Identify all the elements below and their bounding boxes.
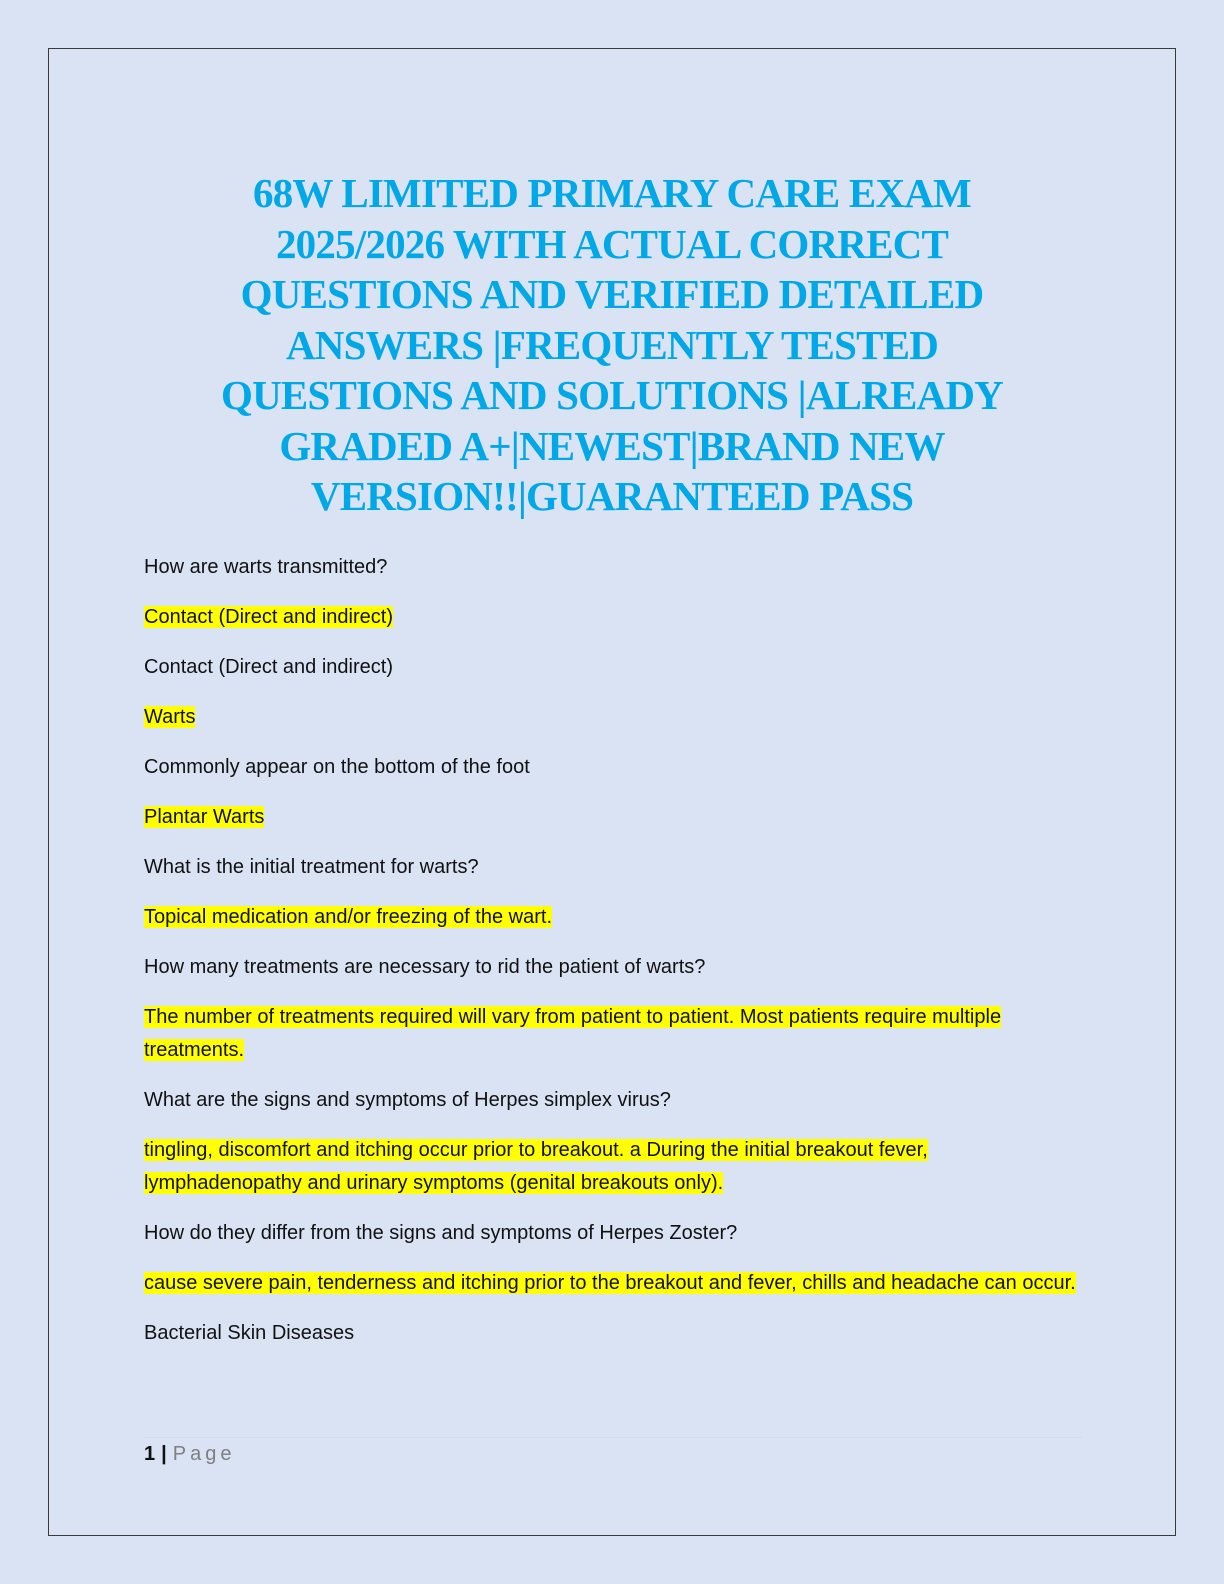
highlighted-answer-text: Plantar Warts bbox=[144, 806, 265, 828]
answer-paragraph bbox=[144, 1267, 1080, 1300]
question-paragraph bbox=[144, 1084, 1080, 1117]
highlighted-answer-text: Warts bbox=[144, 706, 196, 728]
page-footer bbox=[144, 1441, 235, 1467]
question-paragraph bbox=[144, 1217, 1080, 1250]
document-title: 68W LIMITED PRIMARY CARE EXAM 2025/2026 WITH ACTUAL CORRECT QUESTIONS AND VERIFIED DETAILED ANSWERS |FREQUENTLY TESTED QUESTIONS AND SOLUTIONS |ALREADY GRADED A+|NEWEST|BRAND NEW VERSION!!|GUARANTEED PASS bbox=[221, 170, 1003, 519]
paragraph-text: How are warts transmitted? bbox=[144, 556, 388, 578]
question-paragraph bbox=[144, 751, 1080, 784]
answer-paragraph bbox=[144, 601, 1080, 634]
answer-paragraph bbox=[144, 701, 1080, 734]
paragraph-text: Commonly appear on the bottom of the foot bbox=[144, 756, 530, 778]
question-paragraph bbox=[144, 551, 1080, 584]
section-heading-paragraph bbox=[144, 1317, 1080, 1350]
answer-paragraph bbox=[144, 1134, 1080, 1200]
page-label: Page bbox=[172, 1443, 236, 1465]
footer-separator: | bbox=[161, 1443, 167, 1465]
paragraph-text: What is the initial treatment for warts? bbox=[144, 856, 479, 878]
paragraph-text: How many treatments are necessary to rid the patient of warts? bbox=[144, 956, 706, 978]
highlighted-answer-text: Contact (Direct and indirect) bbox=[144, 606, 393, 628]
highlighted-answer-text: cause severe pain, tenderness and itching prior to the breakout and fever, chills and headache can occur. bbox=[144, 1272, 1076, 1294]
highlighted-answer-text: Topical medication and/or freezing of the wart. bbox=[144, 906, 552, 928]
document-body bbox=[144, 551, 1080, 1367]
answer-paragraph bbox=[144, 901, 1080, 934]
page-number: 1 bbox=[144, 1443, 156, 1465]
paragraph-text: Contact (Direct and indirect) bbox=[144, 656, 393, 678]
question-paragraph bbox=[144, 951, 1080, 984]
paragraph-text: How do they differ from the signs and symptoms of Herpes Zoster? bbox=[144, 1222, 738, 1244]
answer-paragraph bbox=[144, 1001, 1080, 1067]
paragraph-text: What are the signs and symptoms of Herpes simplex virus? bbox=[144, 1089, 671, 1111]
question-paragraph bbox=[144, 651, 1080, 684]
footer-divider bbox=[144, 1437, 1082, 1438]
answer-paragraph bbox=[144, 801, 1080, 834]
highlighted-answer-text: tingling, discomfort and itching occur prior to breakout. a During the initial breakout fever, lymphadenopathy and urinary symptoms (genital breakouts only). bbox=[144, 1139, 928, 1194]
question-paragraph bbox=[144, 851, 1080, 884]
highlighted-answer-text: The number of treatments required will vary from patient to patient. Most patients require multiple treatments. bbox=[144, 1006, 1002, 1061]
paragraph-text: Bacterial Skin Diseases bbox=[144, 1322, 355, 1344]
